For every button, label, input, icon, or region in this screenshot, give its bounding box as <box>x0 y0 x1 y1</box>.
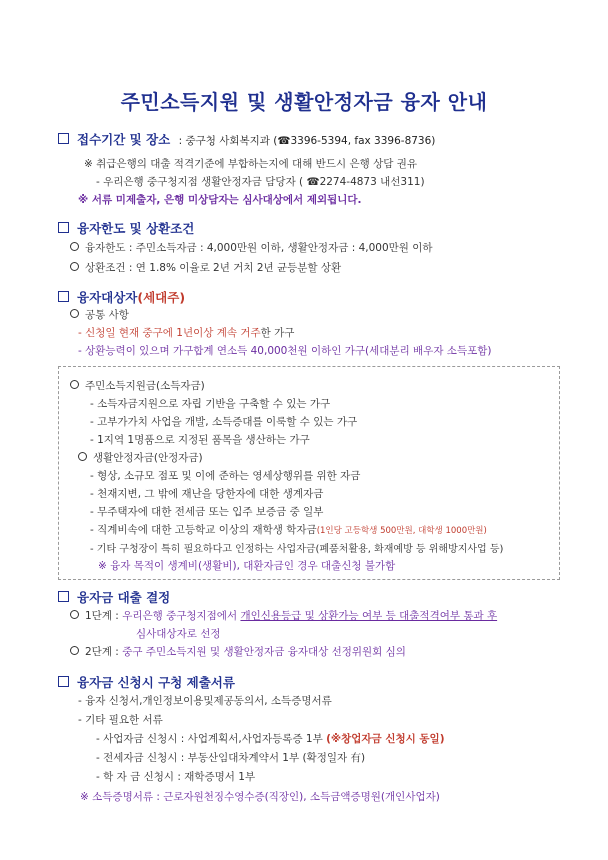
list-item: - 사업자금 신청시 : 사업계획서,사업자등록증 1부 (※창업자금 신청시 동일) <box>96 733 445 745</box>
list-item: - 학 자 금 신청시 : 재학증명서 1부 <box>96 771 256 783</box>
checkbox-square-icon <box>58 591 69 602</box>
step-two: 2단계 : 중구 주민소득지원 및 생활안정자금 융자대상 선정위원회 심의 <box>70 644 406 659</box>
circle-bullet-icon <box>70 380 79 389</box>
list-item: - 소득자금지원으로 자립 기반을 구축할 수 있는 가구 <box>90 398 331 410</box>
list-item: - 1지역 1명품으로 지정된 품목을 생산하는 가구 <box>90 434 310 446</box>
list-item: - 전세자금 신청시 : 부동산임대차계약서 1부 (확정일자 有) <box>96 752 366 764</box>
checkbox-square-icon <box>58 133 69 144</box>
step-one-result: 심사대상자로 선정 <box>136 628 221 640</box>
list-item-education: - 직계비속에 대한 고등학교 이상의 재학생 학자금(1인당 고등학생 500만원, 대학생 1000만원) <box>90 524 487 536</box>
list-item: - 융자 신청서,개인정보이용및제공동의서, 소득증명서류 <box>78 695 332 707</box>
circle-bullet-icon <box>78 452 87 461</box>
bank-contact-note: - 우리은행 중구청지점 생활안정자금 담당자 ( ☎2274-4873 내선311) <box>96 176 425 188</box>
section-heading-application: 접수기간 및 장소 : 중구청 사회복지과 (☎3396-5394, fax 3396-8736) <box>58 130 435 148</box>
income-proof-note: ※ 소득증명서류 : 근로자원천징수영수증(직장인), 소득금액증명원(개인사업자) <box>80 791 440 803</box>
exclusion-note: ※ 서류 미제출자, 은행 미상담자는 심사대상에서 제외됩니다. <box>78 194 362 206</box>
checkbox-square-icon <box>58 291 69 302</box>
common-requirements: 공통 사항 <box>70 307 129 322</box>
circle-bullet-icon <box>70 262 79 271</box>
loan-limit: 융자한도 : 주민소득자금 : 4,000만원 이하, 생활안정자금 : 4,000만원 이하 <box>70 240 433 255</box>
contact-info: : 중구청 사회복지과 (☎3396-5394, fax 3396-8736) <box>178 135 436 147</box>
section-heading-limits: 융자한도 및 상환조건 <box>58 219 194 237</box>
section-heading-documents: 융자금 신청시 구청 제출서류 <box>58 673 235 691</box>
checkbox-square-icon <box>58 676 69 687</box>
checkbox-square-icon <box>58 222 69 233</box>
circle-bullet-icon <box>70 309 79 318</box>
repayment-terms: 상환조건 : 연 1.8% 이율로 2년 거치 2년 균등분할 상환 <box>70 260 341 275</box>
stable-fund-title: 생활안정자금(안정자금) <box>78 450 203 465</box>
circle-bullet-icon <box>70 610 79 619</box>
page-title: 주민소득지원 및 생활안정자금 융자 안내 <box>120 90 488 114</box>
list-item: - 기타 필요한 서류 <box>78 714 163 726</box>
circle-bullet-icon <box>70 646 79 655</box>
list-item: - 천재지변, 그 밖에 재난을 당한자에 대한 생계자금 <box>90 488 324 500</box>
section-heading-eligibility: 융자대상자(세대주) <box>58 288 185 306</box>
list-item: - 고부가가치 사업을 개발, 소득증대를 이룩할 수 있는 가구 <box>90 416 358 428</box>
income-fund-title: 주민소득지원금(소득자금) <box>70 378 205 393</box>
list-item: - 무주택자에 대한 전세금 또는 입주 보증금 중 일부 <box>90 506 324 518</box>
list-item: - 기타 구청장이 특히 필요하다고 인정하는 사업자금(폐품처활용, 화재예방 등 위해방지사업 등) <box>90 544 504 555</box>
list-item: - 형상, 소규모 점포 및 이에 준하는 영세상행위를 위한 자금 <box>90 470 361 482</box>
step-one: 1단계 : 우리은행 중구청지점에서 개인신용등급 및 상환가능 여부 등 대출적격여부 통과 후 <box>70 608 497 623</box>
residency-requirement: - 신청일 현재 중구에 1년이상 계속 거주한 가구 <box>78 327 295 339</box>
circle-bullet-icon <box>70 242 79 251</box>
bank-consult-note: ※ 취급은행의 대출 적격기준에 부합하는지에 대해 반드시 은행 상담 권유 <box>84 158 417 170</box>
income-requirement: - 상환능력이 있으며 가구합계 연소득 40,000천원 이하인 가구(세대분리 배우자 소득포함) <box>78 345 492 357</box>
section-heading-decision: 융자금 대출 결정 <box>58 588 170 606</box>
purpose-warning: ※ 융자 목적이 생계비(생활비), 대환자금인 경우 대출신청 불가함 <box>98 560 396 572</box>
